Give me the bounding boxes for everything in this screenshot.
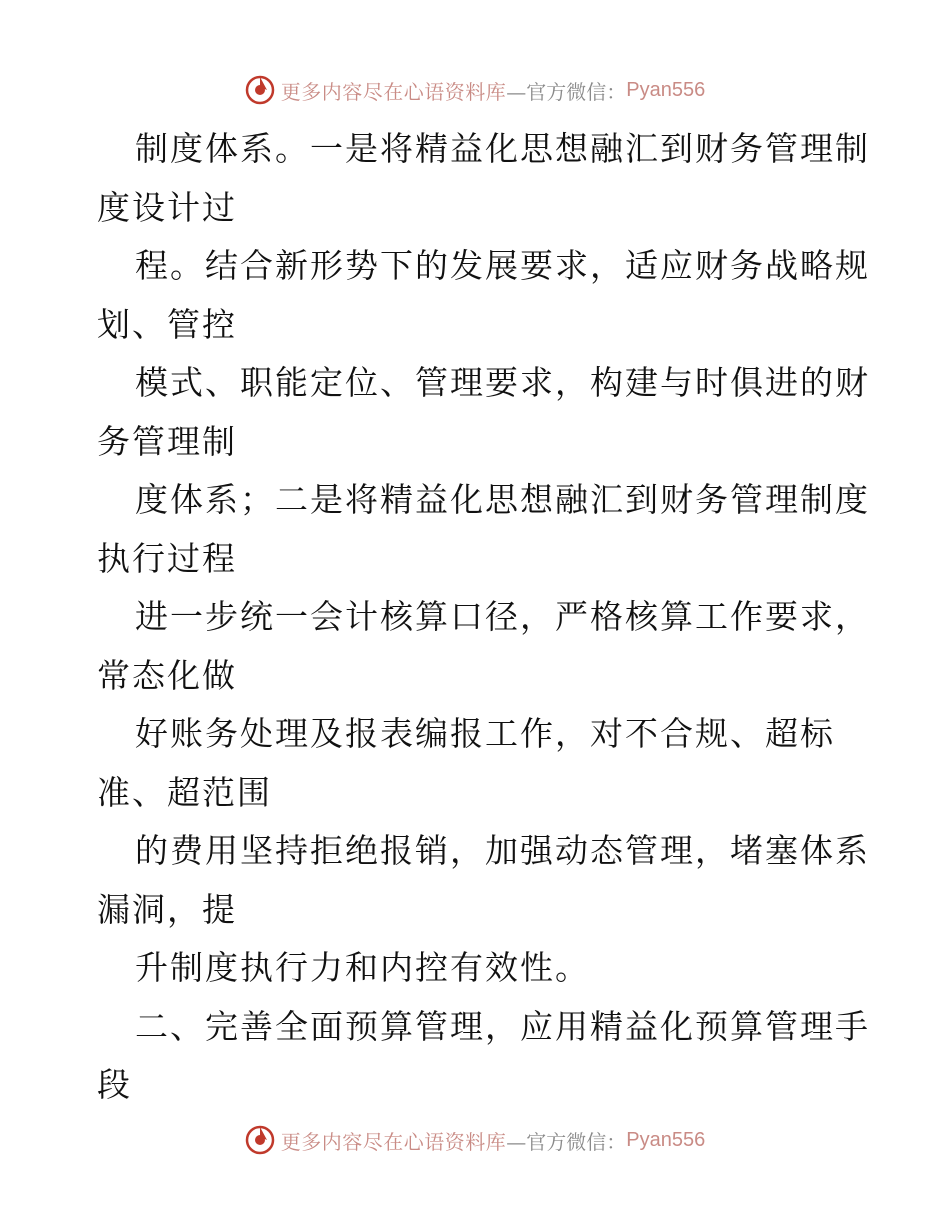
body-line: 的费用坚持拒绝报销，加强动态管理，堵塞体系 xyxy=(135,831,870,870)
body-line: 度体系；二是将精益化思想融汇到财务管理制度 xyxy=(135,480,870,519)
body-line: 漏洞，提 xyxy=(97,889,237,929)
body-line: 好账务处理及报表编报工作，对不合规、超标 xyxy=(135,714,835,753)
banner-site-text: 更多内容尽在心语资料库 xyxy=(280,1129,507,1154)
body-line: 二、完善全面预算管理，应用精益化预算管理手 xyxy=(135,1006,870,1046)
document-body xyxy=(97,120,870,1115)
logo-icon xyxy=(245,75,275,105)
body-line: 划、管控 xyxy=(97,304,237,344)
body-line: 制度体系。一是将精益化思想融汇到财务管理制 xyxy=(135,129,870,168)
header-banner xyxy=(0,70,950,110)
logo-icon xyxy=(245,1125,275,1155)
body-line: 进一步统一会计核算口径，严格核算工作要求， xyxy=(135,597,870,636)
body-line: 程。结合新形势下的发展要求，适应财务战略规 xyxy=(135,246,870,285)
body-line: 段 xyxy=(97,1065,132,1104)
banner-wechat-id: Pyan556 xyxy=(626,78,706,101)
footer-banner xyxy=(0,1120,950,1160)
body-line: 模式、职能定位、管理要求，构建与时俱进的财 xyxy=(135,363,870,402)
body-line: 执行过程 xyxy=(97,538,237,578)
banner-wechat-label: —官方微信： xyxy=(506,79,627,104)
body-line: 升制度执行力和内控有效性。 xyxy=(135,948,590,987)
body-line: 度设计过 xyxy=(97,187,237,227)
body-line: 准、超范围 xyxy=(97,772,272,812)
banner-wechat-id: Pyan556 xyxy=(626,1128,706,1151)
banner-wechat-label: —官方微信： xyxy=(506,1129,627,1154)
banner-site-text: 更多内容尽在心语资料库 xyxy=(280,79,507,104)
body-line: 常态化做 xyxy=(97,655,237,695)
body-line: 务管理制 xyxy=(97,421,237,461)
